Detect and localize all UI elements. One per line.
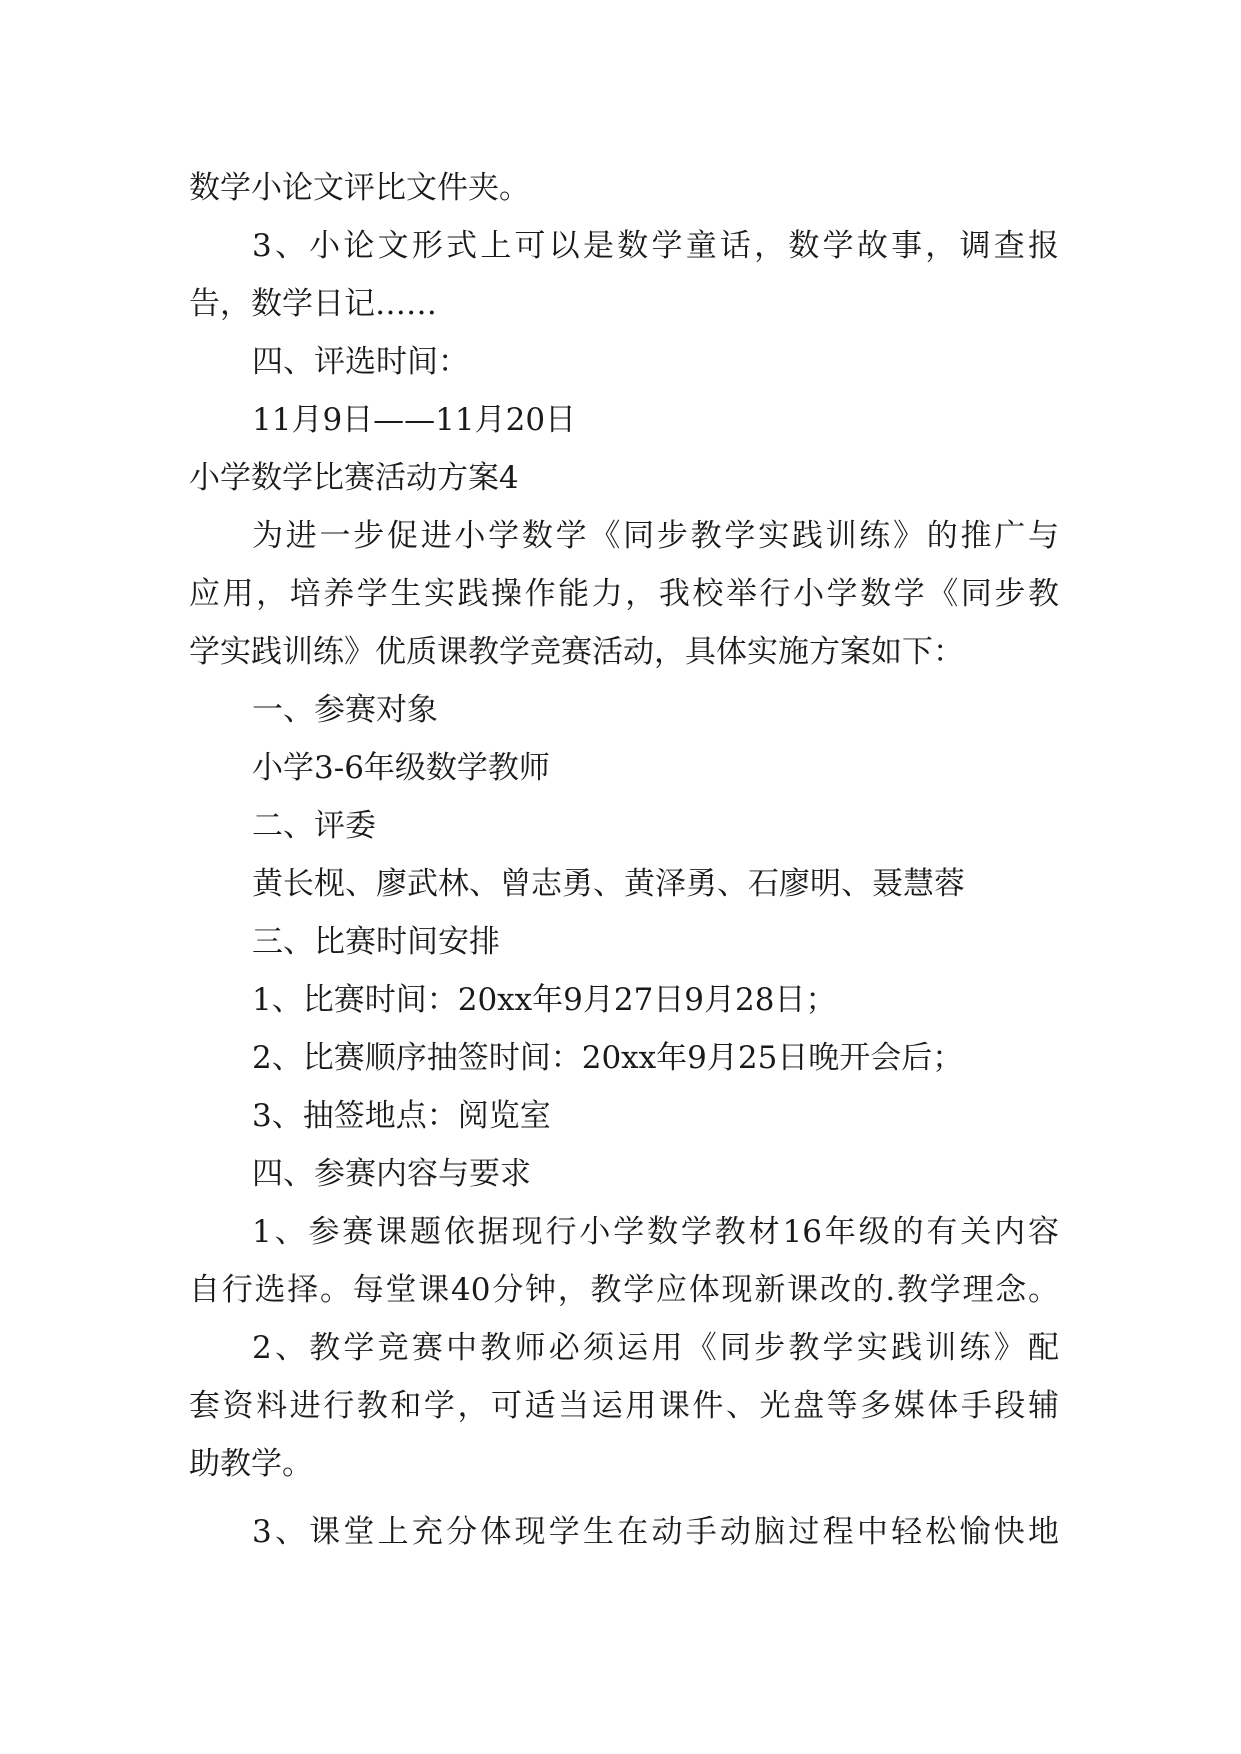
text-line: 3、课堂上充分体现学生在动手动脑过程中轻松愉快地 [252,1514,1059,1550]
text-line: 11月9日——11月20日 [252,402,577,438]
text-line: 助教学。 [189,1446,313,1482]
text-line: 三、比赛时间安排 [252,924,500,960]
text-line: 2、教学竞赛中教师必须运用《同步教学实践训练》配 [252,1330,1059,1366]
text-line: 四、评选时间： [252,344,469,380]
text-line: 告，数学日记…… [189,286,437,322]
text-line: 3、小论文形式上可以是数学童话，数学故事，调查报 [252,228,1059,264]
text-line: 小学3-6年级数学教师 [252,750,550,786]
text-line: 四、参赛内容与要求 [252,1156,531,1192]
text-line: 应用，培养学生实践操作能力，我校举行小学数学《同步教 [189,576,1059,612]
text-line: 二、评委 [252,808,376,844]
text-line: 学实践训练》优质课教学竞赛活动，具体实施方案如下： [189,634,964,670]
text-line: 1、参赛课题依据现行小学数学教材16年级的有关内容 [252,1214,1059,1250]
text-line: 1、比赛时间：20xx年9月27日9月28日； [252,982,837,1018]
text-line: 2、比赛顺序抽签时间：20xx年9月25日晚开会后； [252,1040,964,1076]
text-line: 为进一步促进小学数学《同步教学实践训练》的推广与 [252,518,1059,554]
text-line: 自行选择。每堂课40分钟，教学应体现新课改的.教学理念。 [189,1272,1059,1308]
text-line: 3、抽签地点：阅览室 [252,1098,551,1134]
text-line: 黄长枧、廖武林、曾志勇、黄泽勇、石廖明、聂慧蓉 [252,866,965,902]
text-line: 数学小论文评比文件夹。 [189,170,530,206]
text-line: 套资料进行教和学，可适当运用课件、光盘等多媒体手段辅 [189,1388,1059,1424]
text-line: 一、参赛对象 [252,692,438,728]
section-heading: 小学数学比赛活动方案4 [189,460,519,496]
